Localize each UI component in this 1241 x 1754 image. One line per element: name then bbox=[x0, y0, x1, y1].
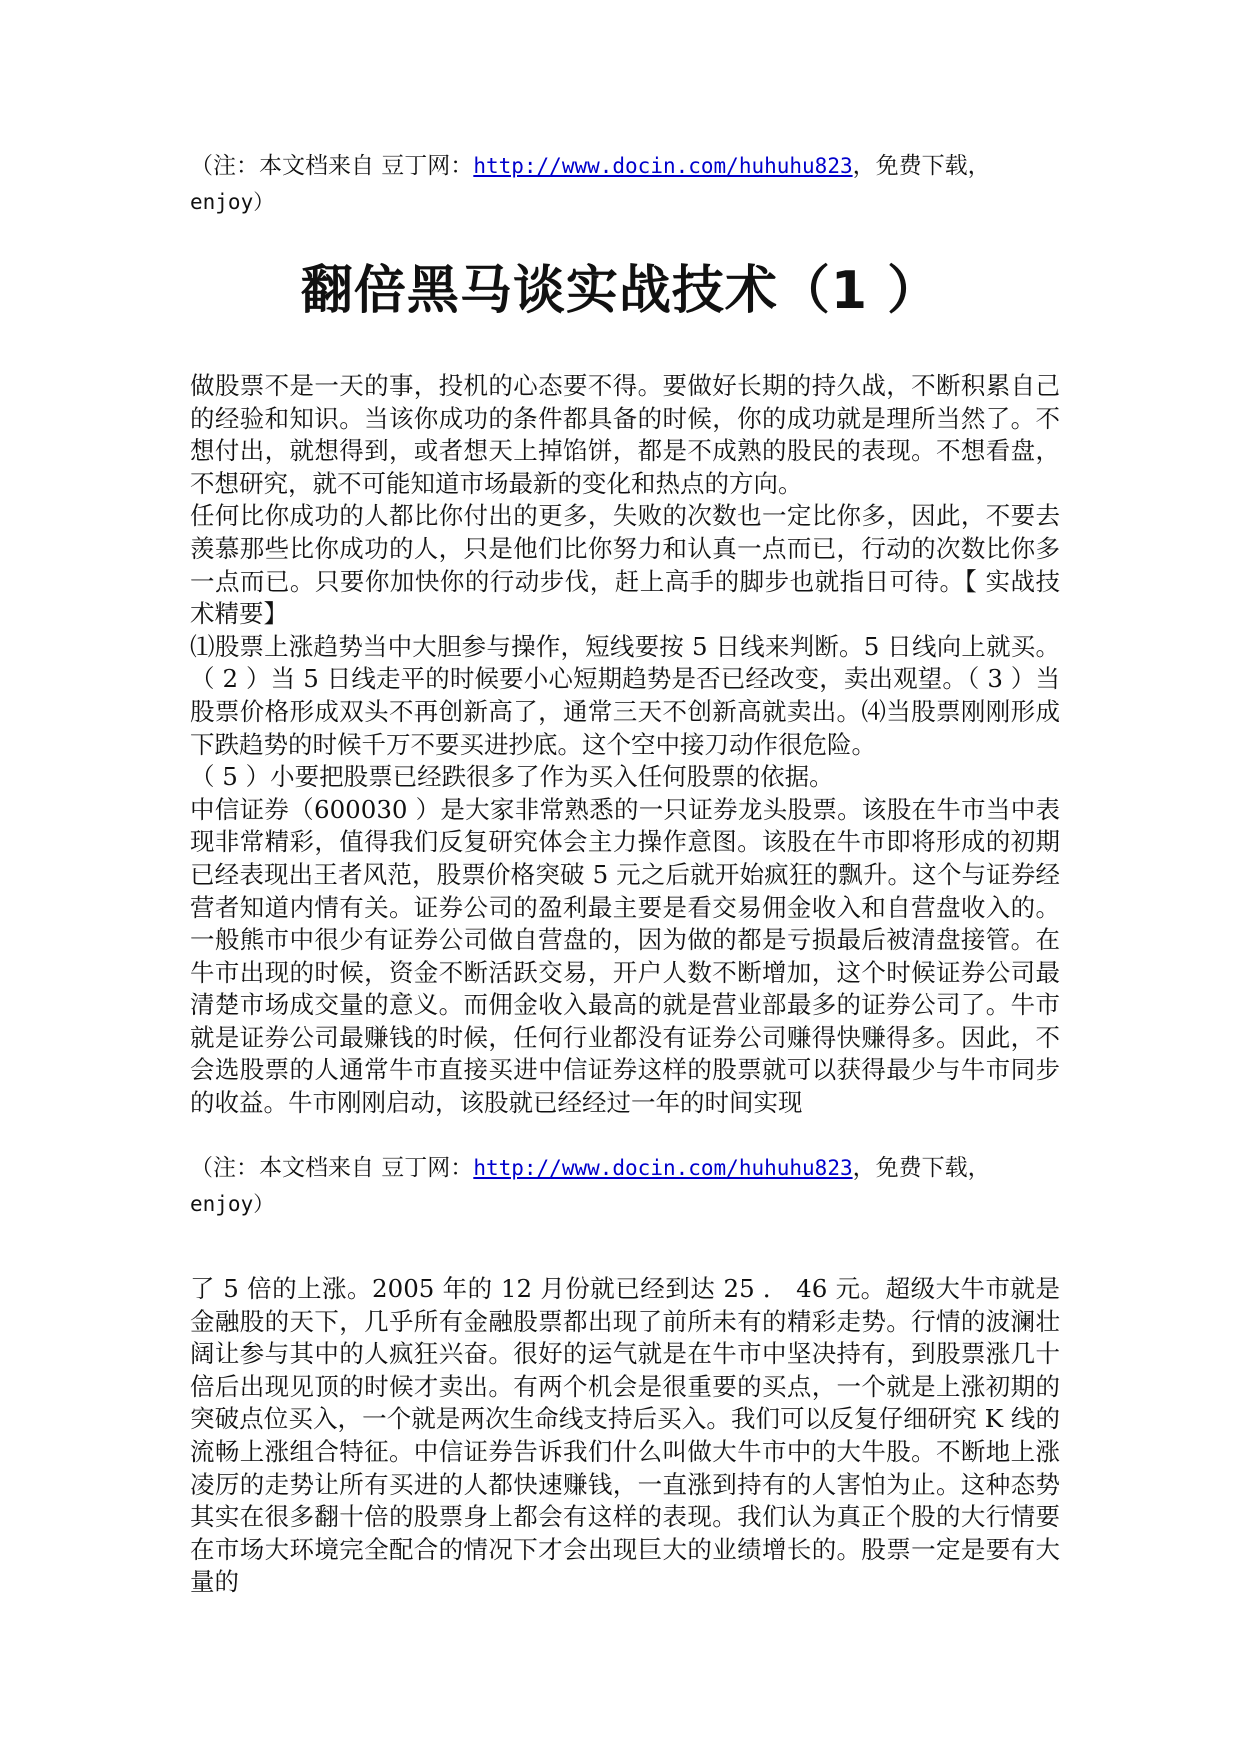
paragraph-intro: 做股票不是一天的事，投机的心态要不得。要做好长期的持久战，不断积累自己的经验和知识。当该你成功的条件都具备的时候，你的成功就是理所当然了。不想付出，就想得到，或者想天上掉馅饼，都是不成熟的股民的表现。不想看盘，不想研究，就不可能知道市场最新的变化和热点的方向。 bbox=[190, 371, 1060, 498]
article-body bbox=[190, 370, 1060, 1120]
article-continuation bbox=[190, 1273, 1060, 1599]
header-note-suffix: ，免费下载， bbox=[852, 153, 991, 179]
footer-note-line2: enjoy） bbox=[190, 1192, 275, 1216]
paragraph-continuation: 了 5 倍的上涨。2005 年的 12 月份就已经到达 25 ． 46 元。超级大牛市就是金融股的天下，几乎所有金融股票都出现了前所未有的精彩走势。行情的波澜壮阔让参与其中的人疯狂兴奋。很好的运气就是在牛市中坚决持有，到股票涨几十倍后出现见顶的时候才卖出。有两个机会是很重要的买点，一个就是上涨初期的突破点位买入，一个就是两次生命线支持后买入。我们可以反复仔细研究 K 线的流畅上涨组合特征。中信证券告诉我们什么叫做大牛市中的大牛股。不断地上涨凌厉的走势让所有买进的人都快速赚钱，一直涨到持有的人害怕为止。这种态势其实在很多翻十倍的股票身上都会有这样的表现。我们认为真正个股的大行情要在市场大环境完全配合的情况下才会出现巨大的业绩增长的。股票一定是要有大量的 bbox=[190, 1274, 1060, 1597]
paragraph-tip-5: （ 5 ）小要把股票已经跌很多了作为买入任何股票的依据。 bbox=[190, 762, 834, 792]
paragraph-effort: 任何比你成功的人都比你付出的更多，失败的次数也一定比你多，因此，不要去羡慕那些比你成功的人，只是他们比你努力和认真一点而已，行动的次数比你多一点而已。只要你加快你的行动步伐，赶上高手的脚步也就指日可待。【 实战技术精要】 bbox=[190, 501, 1060, 629]
document-title: 翻倍黑马谈实战技术（1 ） bbox=[300, 261, 941, 321]
footer-source-note bbox=[190, 1150, 1070, 1222]
footer-note-prefix: （注：本文档来自 豆丁网： bbox=[190, 1155, 474, 1181]
header-note-prefix: （注：本文档来自 豆丁网： bbox=[190, 153, 474, 179]
footer-note-suffix: ，免费下载， bbox=[852, 1155, 991, 1181]
header-docin-link[interactable]: http://www.docin.com/huhuhu823 bbox=[473, 154, 853, 178]
header-source-note bbox=[190, 148, 1070, 220]
paragraph-citic-securities: 中信证券（600030 ）是大家非常熟悉的一只证券龙头股票。该股在牛市当中表现非常精彩，值得我们反复研究体会主力操作意图。该股在牛市即将形成的初期已经表现出王者风范，股票价格突破 5 元之后就开始疯狂的飘升。这个与证券经营者知道内情有关。证券公司的盈利最主要是看交易佣金收入和自营盘收入的。一般熊市中很少有证券公司做自营盘的，因为做的都是亏损最后被清盘接管。在牛市出现的时候，资金不断活跃交易，开户人数不断增加，这个时候证券公司最清楚市场成交量的意义。而佣金收入最高的就是营业部最多的证券公司了。牛市就是证券公司最赚钱的时候，任何行业都没有证券公司赚得快赚得多。因此，不会选股票的人通常牛市直接买进中信证券这样的股票就可以获得最少与牛市同步的收益。牛市刚刚启动，该股就已经经过一年的时间实现 bbox=[190, 794, 1060, 1118]
header-note-line2: enjoy） bbox=[190, 190, 275, 214]
footer-docin-link[interactable]: http://www.docin.com/huhuhu823 bbox=[473, 1156, 853, 1180]
paragraph-tips: ⑴股票上涨趋势当中大胆参与操作，短线要按 5 日线来判断。5 日线向上就买。（ 2 ）当 5 日线走平的时候要小心短期趋势是否已经改变，卖出观望。（ 3 ）当股票价格形成双头不再创新高了，通常三天不创新高就卖出。⑷当股票刚刚形成下跌趋势的时候千万不要买进抄底。这个空中接刀动作很危险。 bbox=[190, 631, 1060, 759]
